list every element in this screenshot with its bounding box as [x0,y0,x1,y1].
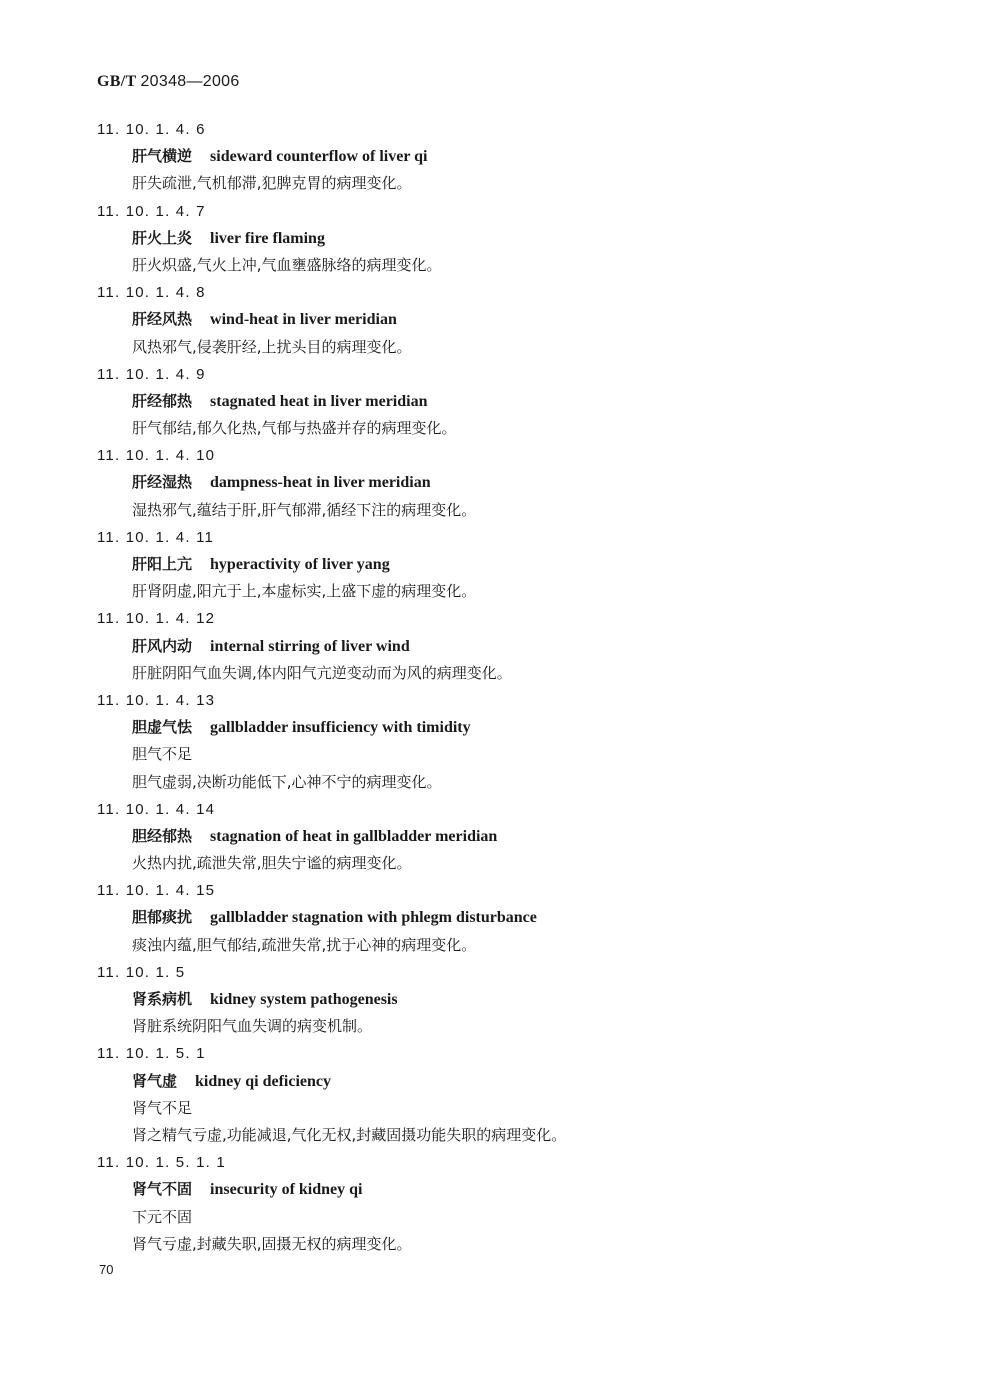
entry-number: 11. 10. 1. 4. 6 [97,121,206,138]
term-chinese: 肾气虚 [132,1071,178,1090]
entry-term [0,388,999,415]
term-entry [0,442,999,524]
term-entry [0,198,999,280]
term-entry [0,1040,999,1149]
entry-definition: 肾之精气亏虚,功能减退,气化无权,封藏固摄功能失职的病理变化。 [132,1125,567,1144]
term-english: internal stirring of liver wind [210,637,410,655]
term-english: gallbladder insufficiency with timidity [210,719,471,737]
term-chinese: 肝火上炎 [132,228,193,247]
term-entry [0,279,999,361]
term-english: hyperactivity of liver yang [210,556,390,573]
term-chinese: 肾气不固 [132,1180,193,1199]
entry-term [0,469,999,496]
term-chinese: 肝经郁热 [132,391,193,410]
term-entry [0,877,999,959]
entry-definition: 胆气虚弱,决断功能低下,心神不宁的病理变化。 [132,772,442,791]
entry-number: 11. 10. 1. 4. 11 [97,528,215,546]
entry-number: 11. 10. 1. 4. 12 [97,610,216,628]
term-chinese: 肾系病机 [132,990,193,1008]
entry-definition: 肝脏阴阳气血失调,体内阳气亢逆变动而为风的病理变化。 [132,663,512,682]
term-entry [0,796,999,878]
term-entry [0,116,999,198]
entry-term [0,1068,999,1095]
term-entry [0,687,999,796]
entry-term [0,551,999,578]
term-english: gallbladder stagnation with phlegm disturbance [210,909,537,927]
entry-definition: 肝气郁结,郁久化热,气郁与热盛并存的病理变化。 [132,419,457,438]
entry-definition: 湿热邪气,蕴结于肝,肝气郁滞,循经下注的病理变化。 [132,500,477,519]
entry-number: 11. 10. 1. 4. 15 [97,882,216,900]
term-english: liver fire flaming [210,229,325,247]
entry-definition: 肝失疏泄,气机郁滞,犯脾克胃的病理变化。 [132,174,412,193]
entry-number: 11. 10. 1. 4. 13 [97,691,216,709]
term-english: dampness-heat in liver meridian [210,474,431,492]
term-chinese: 胆虚气怯 [132,718,193,737]
entry-term [0,986,999,1013]
entry-definition: 风热邪气,侵袭肝经,上扰头目的病理变化。 [132,337,412,356]
term-english: kidney qi deficiency [195,1072,332,1090]
entry-definition: 肾脏系统阴阳气血失调的病变机制。 [132,1017,373,1036]
term-english: insecurity of kidney qi [210,1181,363,1199]
entry-definition: 火热内扰,疏泄失常,胆失宁谧的病理变化。 [132,854,412,873]
page-number: 70 [99,1262,114,1277]
entry-definition: 肝火炽盛,气火上冲,气血壅盛脉络的病理变化。 [132,255,442,274]
entry-number: 11. 10. 1. 5. 1 [97,1045,206,1063]
term-english: kidney system pathogenesis [210,991,398,1008]
entry-definition: 肾气不足 [132,1098,193,1117]
entry-term [0,633,999,660]
entry-number: 11. 10. 1. 4. 10 [97,447,216,465]
entry-term [0,714,999,741]
term-chinese: 胆郁痰扰 [132,908,193,927]
entry-definition: 痰浊内蕴,胆气郁结,疏泄失常,扰于心神的病理变化。 [132,935,477,954]
entry-number: 11. 10. 1. 4. 7 [97,202,206,220]
term-english: wind-heat in liver meridian [210,311,397,329]
term-chinese: 胆经郁热 [132,826,193,845]
entry-term [0,1176,999,1203]
entry-term [0,823,999,850]
entry-term [0,904,999,931]
term-chinese: 肝气横逆 [132,147,193,166]
entry-definition: 肾气亏虚,封藏失职,固摄无权的病理变化。 [132,1234,412,1253]
entry-number: 11. 10. 1. 4. 14 [97,800,216,818]
term-english: stagnation of heat in gallbladder meridian [210,827,498,845]
entry-definition: 胆气不足 [132,745,193,764]
entry-term [0,306,999,333]
term-entry [0,959,999,1041]
standard-prefix: GB/T [97,73,137,90]
entry-definition: 肝肾阴虚,阳亢于上,本虚标实,上盛下虚的病理变化。 [132,582,477,601]
term-english: stagnated heat in liver meridian [210,392,428,410]
term-chinese: 肝风内动 [132,636,193,655]
page-header [97,73,240,91]
term-entries [0,116,999,1258]
standard-number: 20348—2006 [140,73,240,90]
entry-number: 11. 10. 1. 4. 9 [97,365,206,383]
term-entry [0,361,999,443]
entry-term [0,225,999,252]
entry-number: 11. 10. 1. 5. 1. 1 [97,1154,226,1172]
term-chinese: 肝阳上亢 [132,555,193,573]
term-entry [0,524,999,606]
term-entry [0,605,999,687]
entry-number: 11. 10. 1. 4. 8 [97,284,206,302]
entry-number: 11. 10. 1. 5 [97,963,186,981]
entry-definition: 下元不固 [132,1207,193,1226]
term-chinese: 肝经风热 [132,310,193,329]
term-entry [0,1149,999,1258]
term-english: sideward counterflow of liver qi [210,148,428,166]
term-chinese: 肝经湿热 [132,473,193,492]
entry-term [0,143,999,170]
